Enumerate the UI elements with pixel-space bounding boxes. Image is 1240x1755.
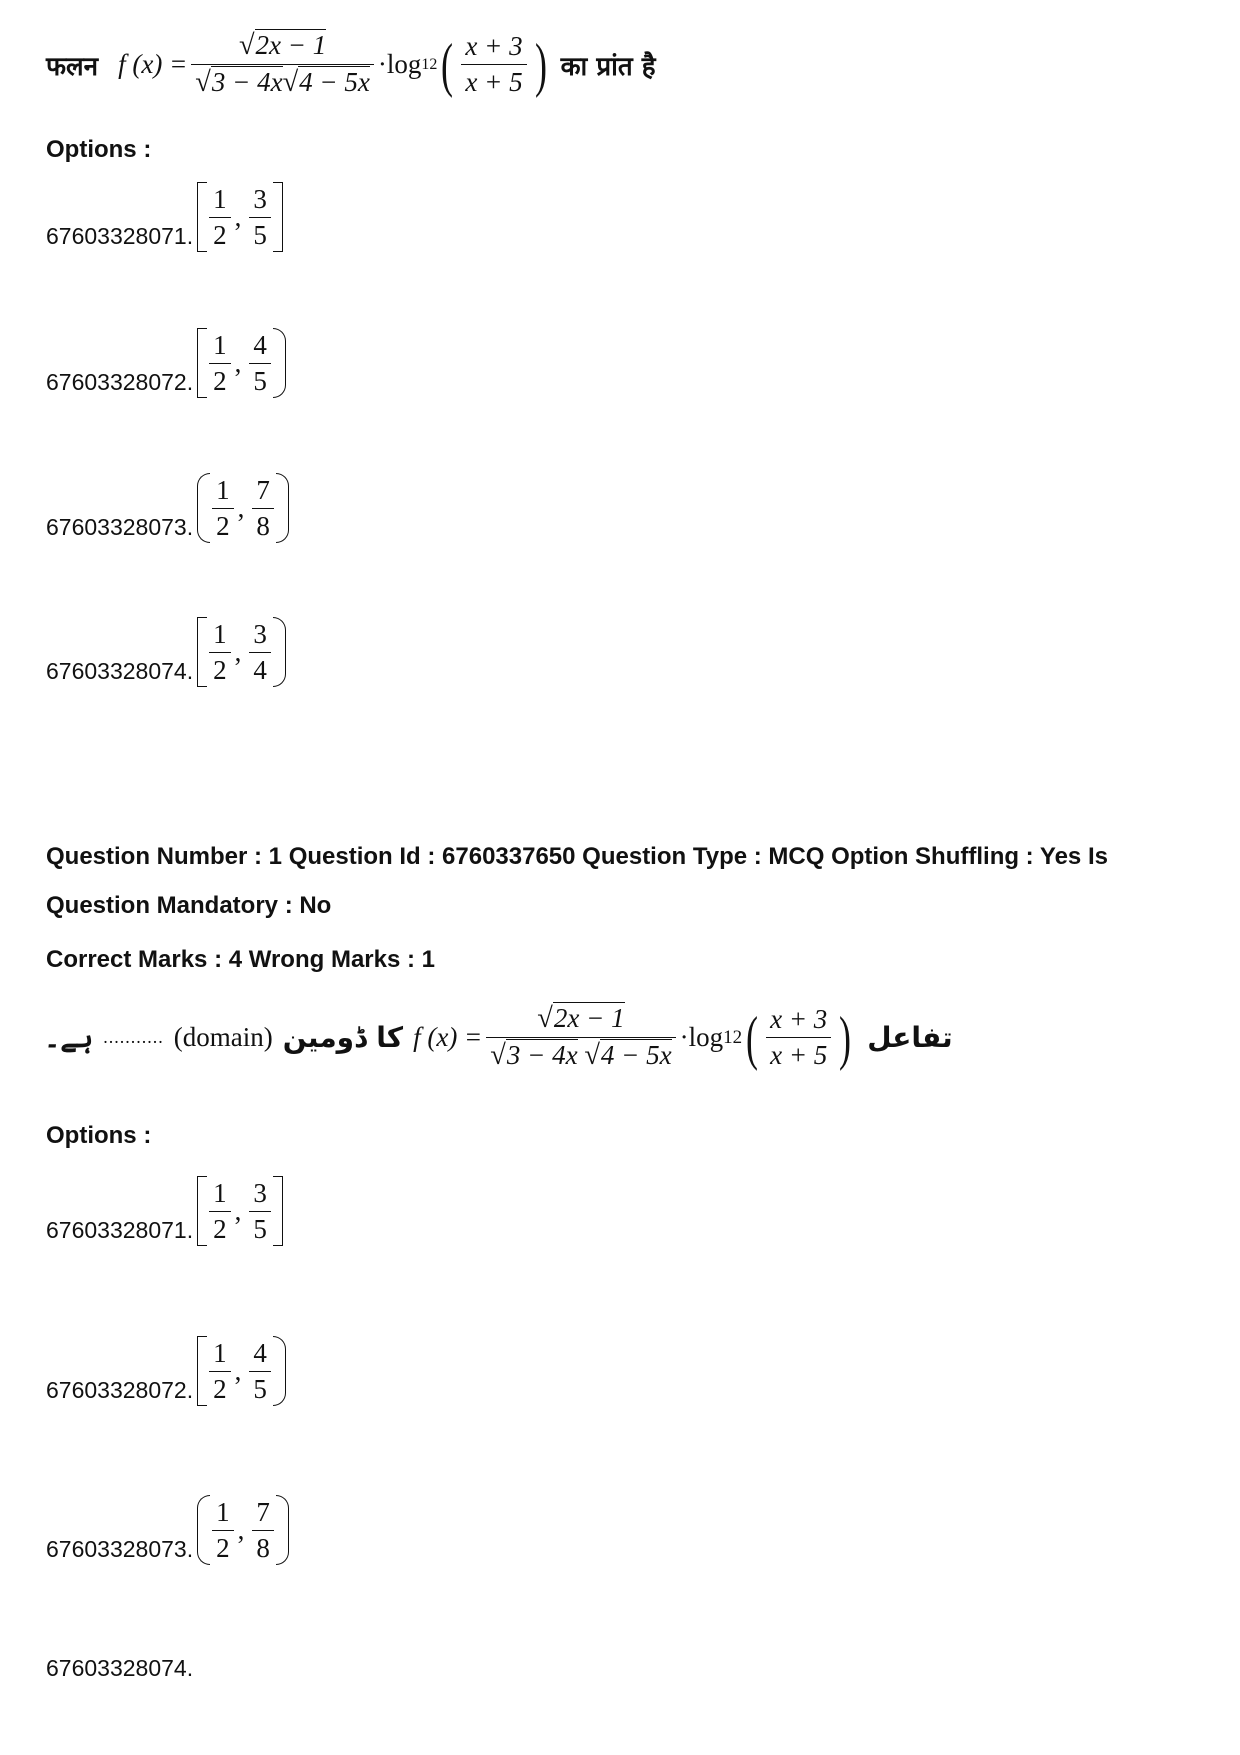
upper-bound — [249, 619, 271, 686]
round-bracket-r — [273, 1336, 286, 1406]
option-id: 67603328074. — [46, 1655, 194, 1681]
interval-expression: $\frac{1}{2}$ , $\frac{7}{8}$ — [197, 473, 289, 543]
log-base: 12 — [421, 55, 438, 73]
option-4[interactable] — [46, 1655, 193, 1680]
lower-bound-denominator: 2 — [213, 1373, 227, 1404]
upper-bound-denominator: 5 — [253, 1213, 267, 1244]
option-id: 67603328072. — [46, 369, 194, 395]
question-urdu: ہے۔ ........... (domain) کا ڈومین f (x) = $\frac{√2x - 1}{√3 - 4x √4 - 5x}$ · log 12 ( $\frac{x + 3}{x + 5}$ ) تفاعل — [44, 1003, 953, 1071]
option-3[interactable] — [46, 1495, 289, 1561]
option-1[interactable] — [46, 182, 283, 248]
square-bracket-l — [197, 182, 207, 252]
round-bracket-r — [273, 328, 286, 398]
main-fraction-2: $\frac{√2x - 1}{√3 - 4x √4 - 5x}$ — [486, 1003, 675, 1072]
round-bracket-r — [276, 1495, 289, 1565]
interval-expression: $\frac{1}{2}$ , $\frac{7}{8}$ — [197, 1495, 289, 1565]
blank-dots: ........... — [103, 1027, 164, 1047]
lower-bound — [209, 1338, 231, 1405]
lower-bound-numerator: 1 — [216, 474, 230, 505]
lower-bound-denominator: 2 — [216, 510, 230, 541]
dot-operator: · — [377, 49, 387, 79]
denominator-root-b-2: 4 − 5x — [600, 1040, 672, 1070]
interval-expression: $\frac{1}{2}$ , $\frac{4}{5}$ — [197, 328, 286, 398]
option-id: 67603328074. — [46, 658, 194, 684]
dot-operator-2: · — [679, 1022, 689, 1052]
upper-bound-denominator: 4 — [253, 654, 267, 685]
round-bracket-r — [276, 473, 289, 543]
upper-bound-numerator: 7 — [256, 474, 270, 505]
option-id: 67603328071. — [46, 1217, 194, 1243]
lower-bound-denominator: 2 — [213, 365, 227, 396]
square-bracket-l — [197, 1176, 207, 1246]
function-label-2: f (x) = — [413, 1022, 483, 1052]
lower-bound — [209, 1178, 231, 1245]
square-bracket-l — [197, 328, 207, 398]
option-id: 67603328073. — [46, 514, 194, 540]
option-2[interactable] — [46, 1336, 286, 1402]
option-id: 67603328072. — [46, 1377, 194, 1403]
lower-bound-numerator: 1 — [213, 618, 227, 649]
main-fraction: $\frac{√2x - 1}{√3 - 4x√4 - 5x}$ — [191, 30, 374, 99]
marks-line: Correct Marks : 4 Wrong Marks : 1 — [46, 946, 436, 973]
option-3[interactable] — [46, 473, 289, 539]
upper-bound-numerator: 4 — [253, 1337, 267, 1368]
log-fraction-2 — [766, 1004, 831, 1071]
domain-word: (domain) — [173, 1022, 273, 1052]
upper-bound-denominator: 5 — [253, 365, 267, 396]
log-label: log — [386, 49, 422, 79]
question-suffix: का प्रांत है — [560, 51, 656, 82]
interval-expression: $\frac{1}{2}$ , $\frac{3}{5}$ — [197, 182, 283, 252]
function-label: f (x) = — [118, 49, 188, 79]
options-label-2: Options : — [46, 1122, 152, 1149]
upper-bound-numerator: 3 — [253, 618, 267, 649]
options-label: Options : — [46, 136, 152, 163]
urdu-middle: کا ڈومین — [282, 1021, 404, 1054]
upper-bound-numerator: 3 — [253, 183, 267, 214]
upper-bound — [252, 1497, 274, 1564]
lower-bound-denominator: 2 — [213, 1213, 227, 1244]
denominator-root-b: 4 − 5x — [299, 67, 370, 97]
square-bracket-r — [273, 182, 283, 252]
lower-bound — [209, 330, 231, 397]
option-id: 67603328071. — [46, 223, 194, 249]
upper-bound-denominator: 8 — [256, 510, 270, 541]
lower-bound — [212, 475, 234, 542]
denominator-root-a: 3 − 4x — [211, 67, 283, 97]
upper-bound-numerator: 4 — [253, 329, 267, 360]
question-meta-line-1: Question Number : 1 Question Id : 6760337650 Question Type : MCQ Option Shuffling : Yes Is — [46, 843, 1108, 870]
log-denominator-2: x + 5 — [770, 1040, 828, 1070]
log-base-2: 12 — [723, 1026, 743, 1048]
lower-bound — [209, 184, 231, 251]
option-id: 67603328073. — [46, 1536, 194, 1562]
lower-bound-denominator: 2 — [213, 654, 227, 685]
upper-bound-numerator: 3 — [253, 1177, 267, 1208]
upper-bound-denominator: 8 — [256, 1532, 270, 1563]
log-denominator: x + 5 — [465, 67, 523, 97]
log-fraction — [461, 31, 526, 98]
option-2[interactable] — [46, 328, 286, 394]
lower-bound-numerator: 1 — [213, 183, 227, 214]
lower-bound — [212, 1497, 234, 1564]
lower-bound-denominator: 2 — [216, 1532, 230, 1563]
numerator-root: 2x − 1 — [255, 30, 327, 60]
interval-expression: $\frac{1}{2}$ , $\frac{3}{5}$ — [197, 1176, 283, 1246]
lower-bound — [209, 619, 231, 686]
upper-bound-denominator: 5 — [253, 219, 267, 250]
upper-bound — [249, 330, 271, 397]
lower-bound-numerator: 1 — [216, 1496, 230, 1527]
urdu-end: ہے۔ — [44, 1021, 94, 1054]
numerator-root-2: 2x − 1 — [553, 1003, 625, 1033]
interval-expression: $\frac{1}{2}$ , $\frac{4}{5}$ — [197, 1336, 286, 1406]
log-numerator-2: x + 3 — [770, 1004, 828, 1034]
square-bracket-l — [197, 617, 207, 687]
square-bracket-l — [197, 1336, 207, 1406]
upper-bound-denominator: 5 — [253, 1373, 267, 1404]
question-hindi: फलन f (x) = $\frac{√2x - 1}{√3 - 4x√4 - 5x}$ · log 12 ( $\frac{x + 3}{x + 5}$ ) का प्रांत है — [46, 30, 656, 98]
question-prefix: फलन — [46, 51, 99, 82]
upper-bound-numerator: 7 — [256, 1496, 270, 1527]
question-meta-line-2: Question Mandatory : No — [46, 892, 332, 919]
urdu-start: تفاعل — [867, 1021, 953, 1054]
option-4[interactable] — [46, 617, 286, 683]
round-bracket-r — [273, 617, 286, 687]
upper-bound — [249, 1178, 271, 1245]
option-1[interactable] — [46, 1176, 283, 1242]
upper-bound — [252, 475, 274, 542]
lower-bound-numerator: 1 — [213, 1177, 227, 1208]
log-label-2: log — [688, 1022, 724, 1052]
interval-expression: $\frac{1}{2}$ , $\frac{3}{4}$ — [197, 617, 286, 687]
square-bracket-r — [273, 1176, 283, 1246]
denominator-root-a-2: 3 − 4x — [506, 1040, 578, 1070]
log-numerator: x + 3 — [465, 31, 523, 61]
lower-bound-denominator: 2 — [213, 219, 227, 250]
lower-bound-numerator: 1 — [213, 1337, 227, 1368]
upper-bound — [249, 184, 271, 251]
round-bracket-l — [197, 1495, 210, 1565]
lower-bound-numerator: 1 — [213, 329, 227, 360]
upper-bound — [249, 1338, 271, 1405]
round-bracket-l — [197, 473, 210, 543]
